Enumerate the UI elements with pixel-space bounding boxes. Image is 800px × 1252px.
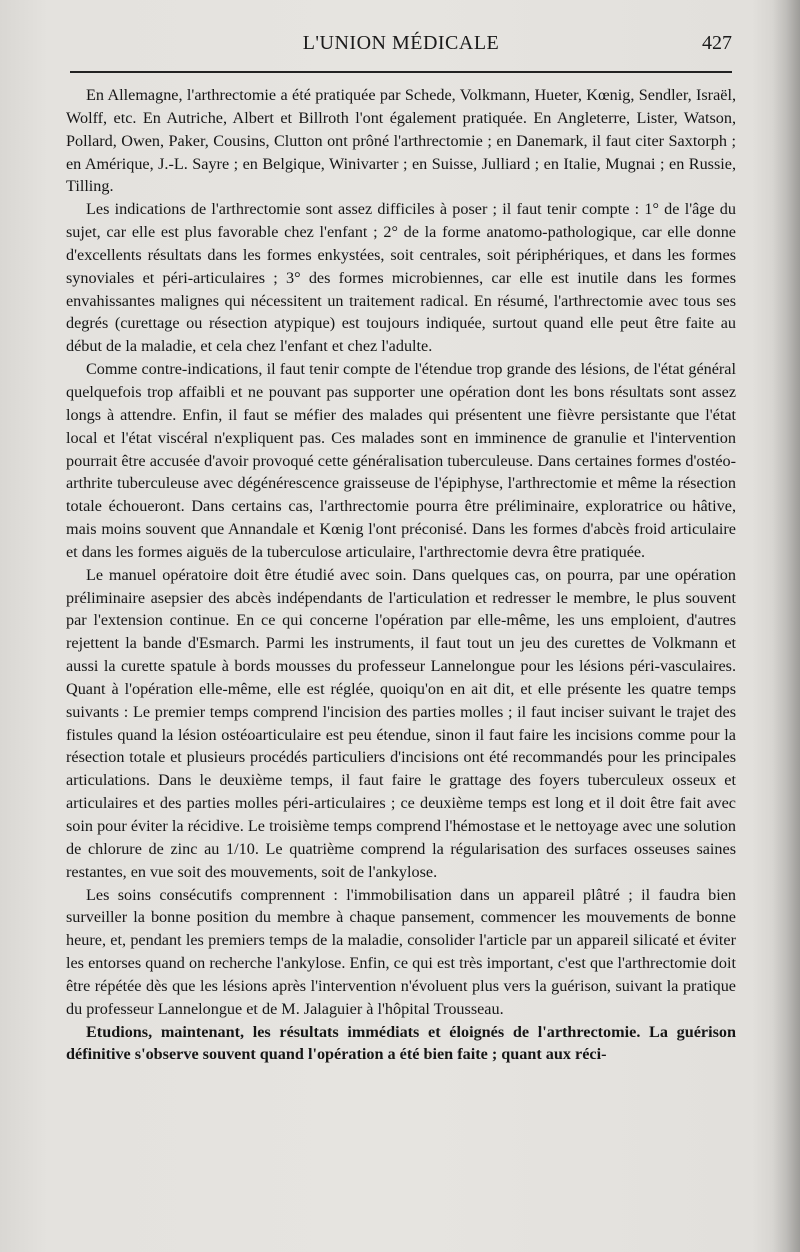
paragraph-indications: Les indications de l'arthrectomie sont assez difficiles à poser ; il faut tenir compte : 1° de l'âge du sujet, car elle est plus favorable chez l'enfant ; 2° de la forme anatomo-pathologique, car elle donne d'excellents résultats dans les formes enkystées, soit centrales, soit périphériques, et dans les formes synoviales et péri-articulaires ; 3° des formes microbiennes, car elle est inutile dans les formes envahissantes malignes qui nécessitent un traitement radical. En résumé, l'arthrectomie avec tous ses degrés (curettage ou résection atypique) est toujours indiquée, surtout quand elle peut être faite au début de la maladie, et cela chez l'enfant et chez l'adulte.: [66, 200, 736, 356]
page-header: [70, 32, 732, 62]
paragraph-arthrectomy-countries: En Allemagne, l'arthrectomie a été pratiquée par Schede, Volkmann, Hueter, Kœnig, Sendler, Israël, Wolff, etc. En Autriche, Albert et Billroth l'ont également pratiquée. En Angleterre, Lister, Watson, Pollard, Owen, Paker, Cousins, Clutton ont prôné l'arthrectomie ; en Danemark, il faut citer Saxtorph ; en Amérique, J.-L. Sayre ; en Belgique, Winivarter ; en Suisse, Julliard ; en Italie, Mugnai ; en Russie, Tilling.: [66, 86, 736, 196]
paragraph-operative-manual: Le manuel opératoire doit être étudié avec soin. Dans quelques cas, on pourra, par une opération préliminaire asepsier des abcès indépendants de l'articulation et redresser le membre, le plus souvent par l'extension continue. En ce qui concerne l'opération par elle-même, les uns emploient, d'autres rejettent la bande d'Esmarch. Parmi les instruments, il faut tout un jeu des curettes de Volkmann et aussi la curette spatule à bords mousses du professeur Lannelongue pour les lésions péri-vasculaires. Quant à l'opération elle-même, elle est réglée, quoiqu'on en ait dit, et elle présente les quatre temps suivants : Le premier temps comprend l'incision des parties molles ; il faut inciser suivant le trajet des fistules quand la lésion ostéoarticulaire est peu étendue, sinon il faut faire les incisions comme pour la résection totale et plusieurs procédés particuliers d'incisions ont été recommandés pour les principales articulations. Dans le deuxième temps, il faut faire le grattage des foyers tuberculeux osseux et articulaires et des parties molles péri-articulaires ; ce deuxième temps est long et il doit être fait avec soin pour éviter la récidive. Le troisième temps comprend l'hémostase et le nettoyage avec une solution de chlorure de zinc au 1/10. Le quatrième comprend la régularisation des surfaces osseuses saines restantes, en vue soit des mouvements, soit de l'ankylose.: [66, 565, 736, 881]
running-title: L'UNION MÉDICALE: [302, 32, 500, 54]
paragraph-results: Etudions, maintenant, les résultats immédiats et éloignés de l'arthrectomie. La guérison définitive s'observe souvent quand l'opération a été bien faite ; quant aux réci-: [66, 1022, 736, 1064]
body-text: [66, 84, 736, 1066]
header-rule: [70, 71, 732, 73]
paragraph-contra-indications: Comme contre-indications, il faut tenir compte de l'étendue trop grande des lésions, de l'état général quelquefois trop affaibli et ne pouvant pas supporter une opération dont les bons résultats sont assez longs à attendre. Enfin, il faut se méfier des malades qui présentent une fièvre persistante que l'état local et l'état viscéral n'expliquent pas. Ces malades sont en imminence de granulie et l'intervention pourrait être accusée d'avoir provoqué cette généralisation tuberculeuse. Dans certaines formes d'ostéo-arthrite tuberculeuse avec dégénérescence graisseuse de l'épiphyse, l'arthrectomie et même la résection totale échoueront. Dans certains cas, l'arthrectomie pourra être préliminaire, exploratrice ou hâtive, mais moins souvent que Annandale et Kœnig l'ont préconisé. Dans les formes d'abcès froid articulaire et dans les formes aiguës de la tuberculose articulaire, l'arthrectomie devra être pratiquée.: [66, 360, 736, 561]
paragraph-post-operative-care: Les soins consécutifs comprennent : l'immobilisation dans un appareil plâtré ; il faudra bien surveiller la bonne position du membre à chaque pansement, commencer les mouvements de bonne heure, et, pendant les premiers temps de la maladie, consolider l'article par un appareil silicaté et éviter les entorses quand on recherche l'ankylose. Enfin, ce qui est très important, c'est que l'arthrectomie doit être répétée dès que les lésions après l'intervention n'évoluent plus vers la guérison, suivant la pratique du professeur Lannelongue et de M. Jalaguier à l'hôpital Trousseau.: [66, 885, 736, 1018]
page-number: 427: [702, 32, 732, 54]
page-edge-shadow: [772, 0, 800, 1252]
